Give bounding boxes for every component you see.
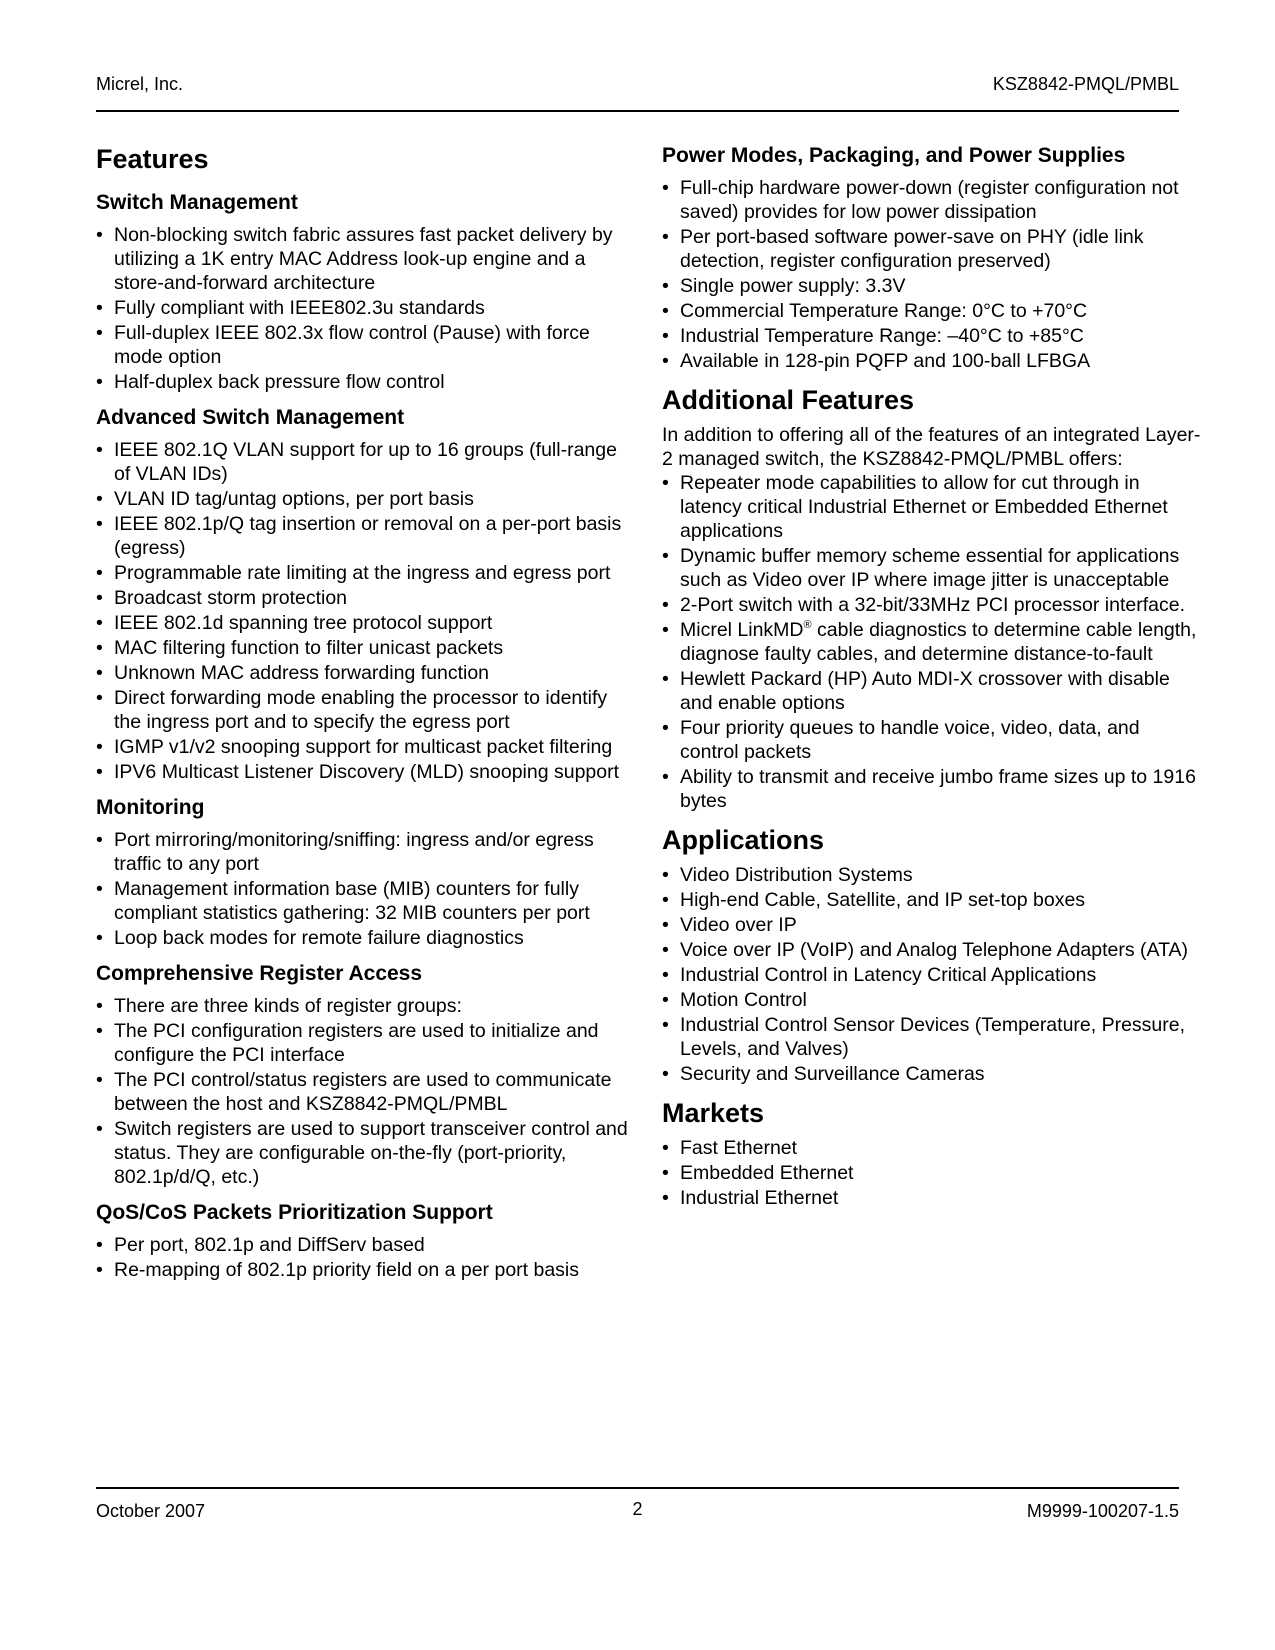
list-item: [662, 349, 1202, 373]
list-item-text: Switch registers are used to support transceiver control and status. They are configurable on-the-fly (port-priority, 802.1p/d/Q, etc.): [114, 1118, 628, 1188]
register-access-heading: Comprehensive Register Access: [96, 962, 423, 985]
markets-section: [662, 1096, 1202, 1210]
bullet-marker: •: [662, 766, 669, 788]
bullet-marker: •: [96, 1234, 103, 1256]
bullet-marker: •: [662, 545, 669, 567]
list-item-text: IEEE 802.1Q VLAN support for up to 16 groups (full-range of VLAN IDs): [114, 439, 617, 485]
bullet-marker: •: [662, 889, 669, 911]
list-item: [662, 274, 1202, 298]
list-item: [662, 1136, 1202, 1160]
list-item: [96, 686, 636, 734]
page-footer: [96, 1487, 1179, 1529]
list-item-text: IEEE 802.1p/Q tag insertion or removal on a per-port basis (egress): [114, 513, 622, 559]
list-item: [96, 223, 636, 295]
list-item-text: Full-chip hardware power-down (register configuration not saved) provides for low power dissipation: [680, 177, 1179, 223]
list-item: [662, 1062, 1202, 1086]
list-item-text: Industrial Temperature Range: –40°C to +85°C: [680, 325, 1084, 347]
bullet-marker: •: [96, 297, 103, 319]
power-list: [662, 176, 1202, 373]
list-item: [662, 988, 1202, 1012]
list-item: [662, 1186, 1202, 1210]
list-item: [96, 1117, 636, 1189]
bullet-marker: •: [662, 594, 669, 616]
list-item-text: Motion Control: [680, 989, 807, 1011]
list-item: [96, 877, 636, 925]
list-item: [96, 611, 636, 635]
switch-management-section: [96, 189, 636, 394]
bullet-marker: •: [662, 914, 669, 936]
register-access-list: [96, 994, 636, 1189]
list-item: • Hewlett Packard (HP) Auto MDI-X crossover with disable and enable options: [662, 668, 1170, 714]
power-section: [662, 142, 1202, 373]
list-item: • 2-Port switch with a 32-bit/33MHz PCI processor interface.: [662, 594, 1186, 616]
switch-management-heading: Switch Management: [96, 191, 298, 214]
list-item: [662, 913, 1202, 937]
list-item-text: Direct forwarding mode enabling the processor to identify the ingress port and to specify the egress port: [114, 687, 608, 733]
list-item-text: Video Distribution Systems: [680, 864, 913, 886]
list-item: [96, 735, 636, 759]
monitoring-list: [96, 828, 636, 950]
list-item: • Dynamic buffer memory scheme essential for applications such as Video over IP where image jitter is unacceptable: [662, 545, 1180, 591]
bullet-marker: •: [662, 350, 669, 372]
linkmd-prefix: Micrel LinkMD: [680, 619, 804, 641]
list-item-text: Fast Ethernet: [680, 1137, 798, 1159]
bullet-marker: •: [96, 322, 103, 344]
part-number: KSZ8842-PMQL/PMBL: [992, 74, 1179, 94]
bullet-marker: •: [96, 662, 103, 684]
list-item: [96, 1258, 636, 1282]
bullet-marker: •: [96, 761, 103, 783]
list-item-text: Per port, 802.1p and DiffServ based: [114, 1234, 425, 1256]
list-item: [96, 370, 636, 394]
bullet-marker: •: [96, 513, 103, 535]
registered-mark: ®: [803, 619, 812, 631]
list-item: [96, 994, 636, 1018]
register-access-section: [96, 960, 636, 1189]
list-item: [96, 828, 636, 876]
list-item-text: There are three kinds of register groups:: [114, 995, 462, 1017]
list-item: [96, 1233, 636, 1257]
list-item: [662, 863, 1202, 887]
bullet-marker: •: [96, 736, 103, 758]
bullet-marker: •: [96, 1259, 103, 1281]
list-item-text: Per port-based software power-save on PHY (idle link detection, register configuration preserved): [680, 226, 1144, 272]
bullet-marker: •: [96, 562, 103, 584]
list-item-text: Industrial Control in Latency Critical Applications: [680, 964, 1097, 986]
list-item: [662, 299, 1202, 323]
footer-date: October 2007: [96, 1501, 206, 1521]
bullet-marker: •: [662, 226, 669, 248]
list-item: [96, 487, 636, 511]
list-item-text: Embedded Ethernet: [680, 1162, 854, 1184]
additional-features-section: [662, 383, 1202, 813]
list-item-text: Unknown MAC address forwarding function: [114, 662, 490, 684]
list-item-text: IEEE 802.1d spanning tree protocol support: [114, 612, 493, 634]
bullet-marker: •: [662, 472, 669, 494]
list-item-text: Non-blocking switch fabric assures fast packet delivery by utilizing a 1K entry MAC Address look-up engine and a store-and-forward architecture: [114, 224, 613, 294]
list-item-text: IGMP v1/v2 snooping support for multicast packet filtering: [114, 736, 613, 758]
list-item-text: Fully compliant with IEEE802.3u standards: [114, 297, 485, 319]
list-item: [662, 888, 1202, 912]
bullet-marker: •: [96, 587, 103, 609]
bullet-marker: •: [662, 964, 669, 986]
bullet-marker: •: [96, 829, 103, 851]
list-item: [96, 512, 636, 560]
bullet-marker: •: [96, 687, 103, 709]
bullet-marker: •: [662, 177, 669, 199]
bullet-marker: •: [96, 371, 103, 393]
bullet-marker: •: [96, 224, 103, 246]
list-item: [96, 321, 636, 369]
list-item-text: Voice over IP (VoIP) and Analog Telephone Adapters (ATA): [680, 939, 1189, 961]
bullet-marker: •: [662, 619, 669, 641]
list-item: [96, 661, 636, 685]
list-item-text: Port mirroring/monitoring/sniffing: ingress and/or egress traffic to any port: [114, 829, 594, 875]
page-header: [96, 72, 1179, 112]
list-item: [662, 225, 1202, 273]
list-item-text: Half-duplex back pressure flow control: [114, 371, 445, 393]
bullet-marker: •: [96, 488, 103, 510]
features-heading: Features: [96, 144, 209, 174]
list-item: [96, 1019, 636, 1067]
additional-features-list: [662, 471, 1202, 813]
markets-list: [662, 1136, 1202, 1210]
list-item-text: MAC filtering function to filter unicast packets: [114, 637, 504, 659]
advanced-switch-management-section: [96, 404, 636, 784]
power-heading: Power Modes, Packaging, and Power Supplies: [662, 144, 1126, 167]
applications-section: [662, 823, 1202, 1086]
bullet-marker: •: [96, 927, 103, 949]
list-item: [96, 760, 636, 784]
bullet-marker: •: [96, 612, 103, 634]
advanced-switch-management-heading: Advanced Switch Management: [96, 406, 405, 429]
bullet-marker: •: [662, 668, 669, 690]
list-item: [662, 618, 1202, 666]
list-item-text: Available in 128-pin PQFP and 100-ball LFBGA: [680, 350, 1091, 372]
bullet-marker: •: [662, 939, 669, 961]
list-item-text: Full-duplex IEEE 802.3x flow control (Pause) with force mode option: [114, 322, 590, 368]
bullet-marker: •: [662, 300, 669, 322]
list-item: [662, 324, 1202, 348]
list-item-text: Industrial Ethernet: [680, 1187, 839, 1209]
list-item: • Four priority queues to handle voice, video, data, and control packets: [662, 717, 1140, 763]
list-item-text: The PCI control/status registers are used to communicate between the host and KSZ8842-PMQL/PMBL: [114, 1069, 612, 1115]
bullet-marker: •: [96, 1020, 103, 1042]
bullet-marker: •: [96, 439, 103, 461]
bullet-marker: •: [96, 1069, 103, 1091]
list-item-text: Single power supply: 3.3V: [680, 275, 906, 297]
list-item-text: Loop back modes for remote failure diagnostics: [114, 927, 524, 949]
bullet-marker: •: [662, 1063, 669, 1085]
bullet-marker: •: [662, 1014, 669, 1036]
list-item-text: Commercial Temperature Range: 0°C to +70°C: [680, 300, 1088, 322]
list-item: [96, 636, 636, 660]
list-item: • Ability to transmit and receive jumbo frame sizes up to 1916 bytes: [662, 766, 1196, 812]
list-item: • Repeater mode capabilities to allow for cut through in latency critical Industrial Ethernet or Embedded Ethernet applications: [662, 472, 1168, 542]
monitoring-section: [96, 794, 636, 950]
list-item: [96, 1068, 636, 1116]
markets-heading: Markets: [662, 1098, 765, 1128]
list-item-text: Management information base (MIB) counters for fully compliant statistics gathering: 32 MIB counters per port: [114, 878, 590, 924]
list-item-text: Broadcast storm protection: [114, 587, 348, 609]
document-id: M9999-100207-1.5: [1026, 1501, 1179, 1521]
bullet-marker: •: [96, 878, 103, 900]
list-item: [662, 176, 1202, 224]
list-item-text: Industrial Control Sensor Devices (Temperature, Pressure, Levels, and Valves): [680, 1014, 1186, 1060]
switch-management-list: [96, 223, 636, 394]
list-item-text: Video over IP: [680, 914, 797, 936]
list-item: [662, 938, 1202, 962]
applications-heading: Applications: [662, 825, 825, 855]
bullet-marker: •: [662, 1137, 669, 1159]
list-item: [96, 561, 636, 585]
list-item: [96, 296, 636, 320]
left-column: [96, 142, 636, 1292]
list-item: [96, 438, 636, 486]
list-item-text: High-end Cable, Satellite, and IP set-top boxes: [680, 889, 1086, 911]
additional-features-heading: Additional Features: [662, 385, 915, 415]
qos-section: [96, 1199, 636, 1282]
bullet-marker: •: [662, 864, 669, 886]
list-item: [662, 1013, 1202, 1061]
list-item: [662, 1161, 1202, 1185]
bullet-marker: •: [662, 1162, 669, 1184]
list-item-text: The PCI configuration registers are used to initialize and configure the PCI interface: [114, 1020, 599, 1066]
bullet-marker: •: [662, 1187, 669, 1209]
list-item-text: VLAN ID tag/untag options, per port basis: [114, 488, 474, 510]
applications-list: [662, 863, 1202, 1086]
advanced-switch-management-list: [96, 438, 636, 784]
list-item-text: Programmable rate limiting at the ingress and egress port: [114, 562, 611, 584]
list-item-text: Security and Surveillance Cameras: [680, 1063, 985, 1085]
bullet-marker: •: [662, 275, 669, 297]
list-item-text: IPV6 Multicast Listener Discovery (MLD) snooping support: [114, 761, 620, 783]
qos-list: [96, 1233, 636, 1282]
bullet-marker: •: [96, 637, 103, 659]
list-item: [96, 926, 636, 950]
company-name: Micrel, Inc.: [96, 74, 184, 94]
qos-heading: QoS/CoS Packets Prioritization Support: [96, 1201, 493, 1224]
bullet-marker: •: [96, 995, 103, 1017]
list-item: [96, 586, 636, 610]
right-column: [662, 142, 1202, 1220]
bullet-marker: •: [96, 1118, 103, 1140]
bullet-marker: •: [662, 717, 669, 739]
list-item: [662, 963, 1202, 987]
additional-features-intro: In addition to offering all of the features of an integrated Layer-2 managed switch, the KSZ8842-PMQL/PMBL offers:: [662, 424, 1201, 470]
bullet-marker: •: [662, 989, 669, 1011]
list-item-text: Re-mapping of 802.1p priority field on a per port basis: [114, 1259, 580, 1281]
linkmd-suffix: cable diagnostics to determine cable length, diagnose faulty cables, and determine distance-to-fault: [680, 619, 1197, 665]
page-number: 2: [632, 1499, 643, 1519]
monitoring-heading: Monitoring: [96, 796, 205, 819]
bullet-marker: •: [662, 325, 669, 347]
